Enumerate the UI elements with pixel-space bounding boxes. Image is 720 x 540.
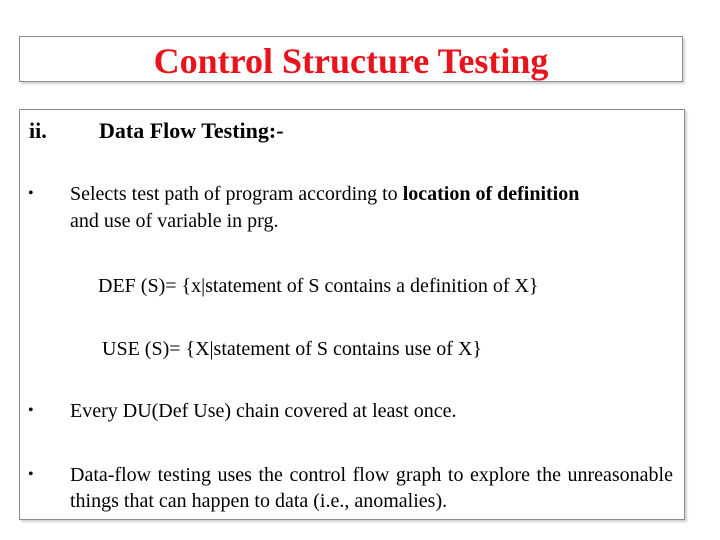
bullet-1-line-2: and use of variable in prg. [70, 210, 279, 232]
section-title: Data Flow Testing:- [99, 118, 284, 143]
bullet-marker-1: • [28, 185, 34, 202]
slide-title: Control Structure Testing [153, 41, 549, 81]
bullet-1-bold: location of definition [402, 183, 580, 205]
title-box [19, 36, 683, 82]
bullet-marker-2: • [28, 402, 34, 419]
content-box [19, 109, 685, 520]
use-formula: USE (S)= {X|statement of S contains use of X} [102, 338, 482, 360]
section-number: ii. [29, 118, 47, 143]
bullet-2-text: Every DU(Def Use) chain covered at least once. [70, 400, 457, 422]
bullet-1-line-1 [70, 181, 579, 207]
bullet-3-text: Data-flow testing uses the control flow graph to explore the unreasonable things that can happen to data (i.e., anomalies). [70, 464, 673, 512]
bullet-marker-3: • [28, 466, 34, 483]
def-formula: DEF (S)= {x|statement of S contains a definition of X} [98, 275, 539, 297]
bullet-1-text: Selects test path of program according to [70, 183, 403, 205]
